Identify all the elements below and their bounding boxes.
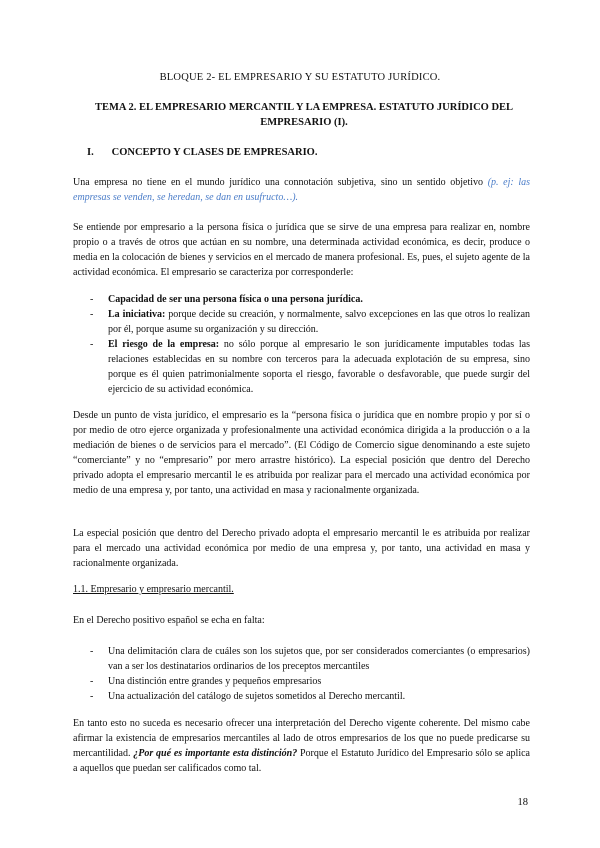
- conclusion-answer: Porque el Estatuto Jurídico del Empresario sólo se aplica a aquellos que puedan ser calificados como tal.: [73, 748, 530, 774]
- characteristic-desc: porque decide su creación, y normalmente, salvo excepciones en las que otros lo realizan por él, porque asume su organización y su dirección.: [108, 309, 531, 335]
- paragraph-intro-text: Una empresa no tiene en el mundo jurídico una connotación subjetiva, sino un sentido objetivo: [73, 177, 488, 188]
- list-item-text: Una distinción entre grandes y pequeños empresarios: [108, 676, 322, 687]
- section-title: CONCEPTO Y CLASES DE EMPRESARIO.: [111, 147, 318, 158]
- list-item: [90, 292, 530, 307]
- missing-list: [90, 644, 530, 704]
- list-item: [90, 307, 530, 337]
- tema-title: TEMA 2. EL EMPRESARIO MERCANTIL Y LA EMPRESA. ESTATUTO JURÍDICO DEL EMPRESARIO (I).: [94, 102, 514, 128]
- paragraph-missing-intro: En el Derecho positivo español se echa en falta:: [73, 615, 265, 626]
- bullet-dash: -: [90, 676, 94, 687]
- paragraph-conclusion: [73, 716, 530, 776]
- list-item-text: Una actualización del catálogo de sujetos sometidos al Derecho mercantil.: [108, 691, 406, 702]
- bullet-dash: -: [90, 294, 94, 305]
- list-item: [90, 644, 530, 674]
- bullet-dash: -: [90, 339, 94, 350]
- block-title: BLOQUE 2- EL EMPRESARIO Y SU ESTATUTO JURÍDICO.: [159, 72, 441, 83]
- characteristic-term: La iniciativa:: [108, 309, 166, 320]
- list-item: [90, 674, 530, 689]
- list-item: [90, 689, 530, 704]
- section-number: I.: [87, 147, 94, 158]
- characteristic-desc: no sólo porque al empresario le son jurídicamente imputables todas las relaciones establecidas en su nombre con terceros para la adecuada explotación de su empresa, sino porque es él quien patrimonialmente soporta el riesgo, favorable o desfavorable, que puede surgir del ejercicio de su actividad económica.: [108, 339, 531, 395]
- paragraph-definition: Se entiende por empresario a la persona física o jurídica que se sirve de una empresa para realizar en, nombre propio o a través de otros que actúan en su nombre, una determinada actividad económica, es decir, produce o media en la colocación de bienes y servicios en el mercado de manera profesional. Es, pues, el sujeto agente de la actividad económica. El empresario se caracteriza por corresponderle:: [73, 222, 530, 278]
- paragraph-intro: [73, 175, 530, 205]
- characteristic-term: Capacidad de ser una persona física o una persona jurídica.: [108, 294, 363, 305]
- key-question: ¿Por qué es importante esta distinción?: [133, 748, 298, 759]
- conclusion-text: En tanto esto no suceda es necesario ofrecer una interpretación del Derecho vigente coherente. Del mismo cabe afirmar la existencia de empresarios mercantiles al lado de otros empresarios de los que no puede predicarse su mercantilidad.: [73, 718, 530, 759]
- bullet-dash: -: [90, 691, 94, 702]
- bullet-dash: -: [90, 309, 94, 320]
- example-text: (p. ej: las empresas se venden, se heredan, se dan en usufructo…).: [73, 177, 530, 203]
- characteristics-list: [90, 292, 530, 397]
- bullet-dash: -: [90, 646, 94, 657]
- paragraph-special-position: La especial posición que dentro del Derecho privado adopta el empresario mercantil le es atribuida por realizar para el mercado una actividad económica por medio de una empresa y, por tanto, una actividad en masa y racionalmente organizada.: [73, 528, 530, 569]
- paragraph-legal-view: Desde un punto de vista jurídico, el empresario es la “persona física o jurídica que en nombre propio y por sí o por medio de otro ejerce organizada y profesionalmente una actividad económica dirigida a la producción o a la mediación de bienes o de servicios para el mercado”. (El Código de Comercio sigue denominando a este sujeto “comerciante” y no “empresario” por mero arrastre histórico). La especial posición que dentro del Derecho privado adopta el empresario mercantil le es atribuida por realizar para el mercado una actividad económica por medio de una empresa y, por tanto, una actividad en masa y racionalmente organizada.: [73, 410, 530, 496]
- section-heading: [87, 147, 317, 158]
- subsection-title: 1.1. Empresario y empresario mercantil.: [73, 584, 234, 595]
- list-item-text: Una delimitación clara de cuáles son los sujetos que, por ser considerados comerciantes (o empresarios) van a ser los destinatarios ordinarios de los preceptos mercantiles: [108, 646, 530, 672]
- characteristic-term: El riesgo de la empresa:: [108, 339, 220, 350]
- list-item: [90, 337, 530, 397]
- page-number: 18: [517, 797, 528, 808]
